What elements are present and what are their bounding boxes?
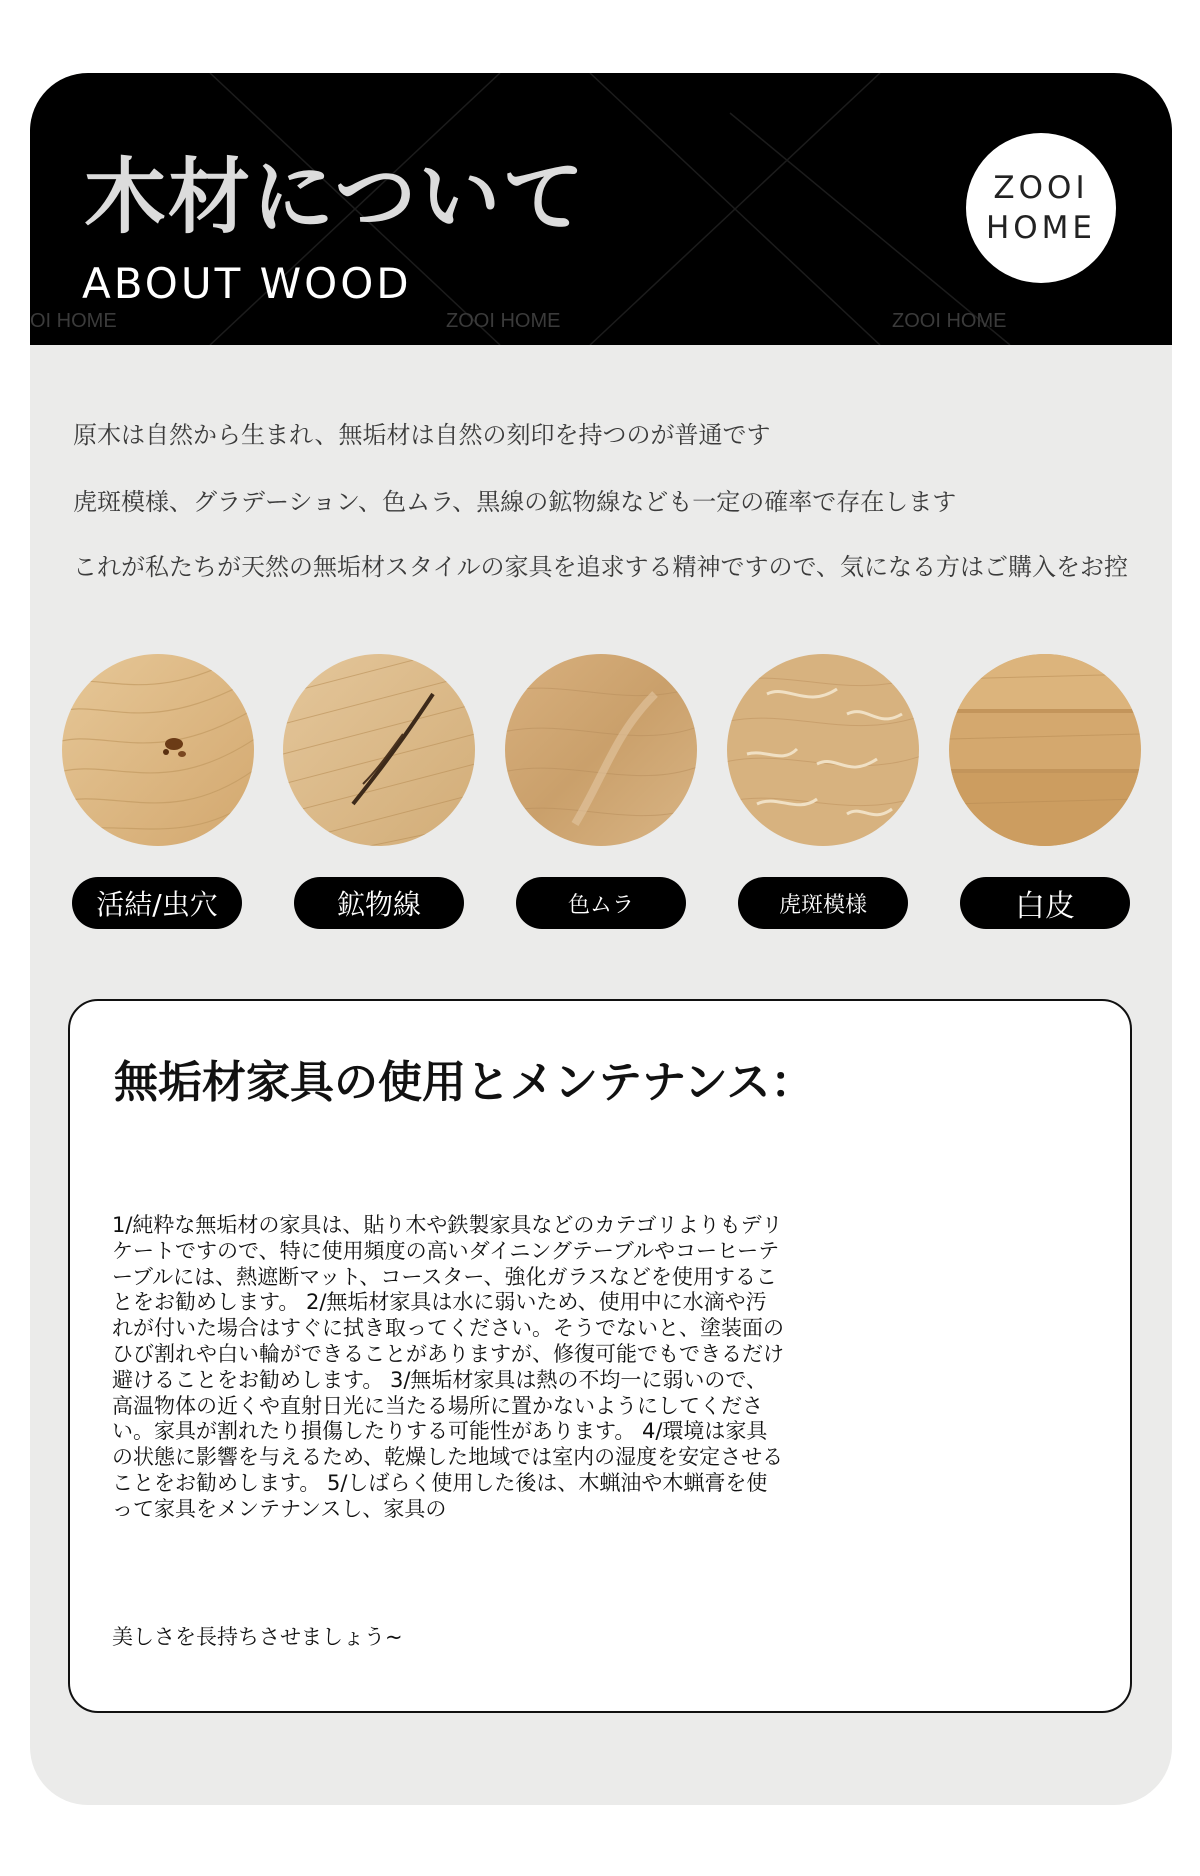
intro-line-2: 虎斑模様、グラデーション、色ムラ、黒線の鉱物線なども一定の確率で存在します: [73, 488, 957, 516]
mineral-line-wood-sample-icon: [283, 654, 475, 846]
logo-line-2: HOME: [985, 210, 1097, 246]
page-title-jp: 木材について: [84, 150, 587, 245]
watermark-text: ZOOI HOME: [446, 310, 561, 332]
page-title-en: ABOUT WOOD: [82, 259, 412, 308]
maintenance-panel: [68, 999, 1132, 1713]
header-banner: [30, 73, 1172, 345]
logo-line-1: ZOOI: [993, 170, 1089, 206]
color-variation-wood-sample-icon: [505, 654, 697, 846]
wood-label-color-variation: 色ムラ: [516, 877, 686, 929]
wood-info-card: [30, 73, 1172, 1805]
watermark-text: OI HOME: [30, 310, 117, 332]
intro-line-1: 原木は自然から生まれ、無垢材は自然の刻印を持つのが普通です: [73, 421, 771, 449]
maintenance-title: 無垢材家具の使用とメンテナンス：: [114, 1057, 815, 1108]
sapwood-wood-sample-icon: [949, 654, 1141, 846]
brand-logo: [966, 133, 1116, 283]
intro-line-3: これが私たちが天然の無垢材スタイルの家具を追求する精神ですので、気になる方はご購入をお控: [73, 553, 1129, 581]
wood-label-tiger-stripe: 虎斑模様: [738, 877, 908, 929]
tiger-stripe-wood-sample-icon: [727, 654, 919, 846]
wood-label-knot: 活結/虫穴: [72, 877, 242, 929]
maintenance-footer: 美しさを長持ちさせましょう~: [112, 1625, 403, 1649]
watermark-text: ZOOI HOME: [892, 310, 1007, 332]
wood-label-sapwood: 白皮: [960, 877, 1130, 929]
knot-wood-sample-icon: [62, 654, 254, 846]
maintenance-body: 1/純粋な無垢材の家具は、貼り木や鉄製家具などのカテゴリよりもデリケートですので、特に使用頻度の高いダイニングテーブルやコーヒーテーブルには、熱遮断マット、コースター、強化ガラスなどを使用することをお勧めします。 2/無垢材家具は水に弱いため、使用中に水滴や汚れが付いた場合はすぐに拭き取ってください。そうでないと、塗装面のひび割れや白い輪ができることがありますが、修復可能でもできるだけ避けることをお勧めします。 3/無垢材家具は熱の不均一に弱いので、高温物体の近くや直射日光に当たる場所に置かないようにしてください。家具が割れたり損傷したりする可能性があります。 4/環境は家具の状態に影響を与えるため、乾燥した地域では室内の湿度を安定させることをお勧めします。 5/しばらく使用した後は、木蝋油や木蝋膏を使って家具をメンテナンスし、家具の: [112, 1213, 784, 1521]
wood-label-mineral-line: 鉱物線: [294, 877, 464, 929]
